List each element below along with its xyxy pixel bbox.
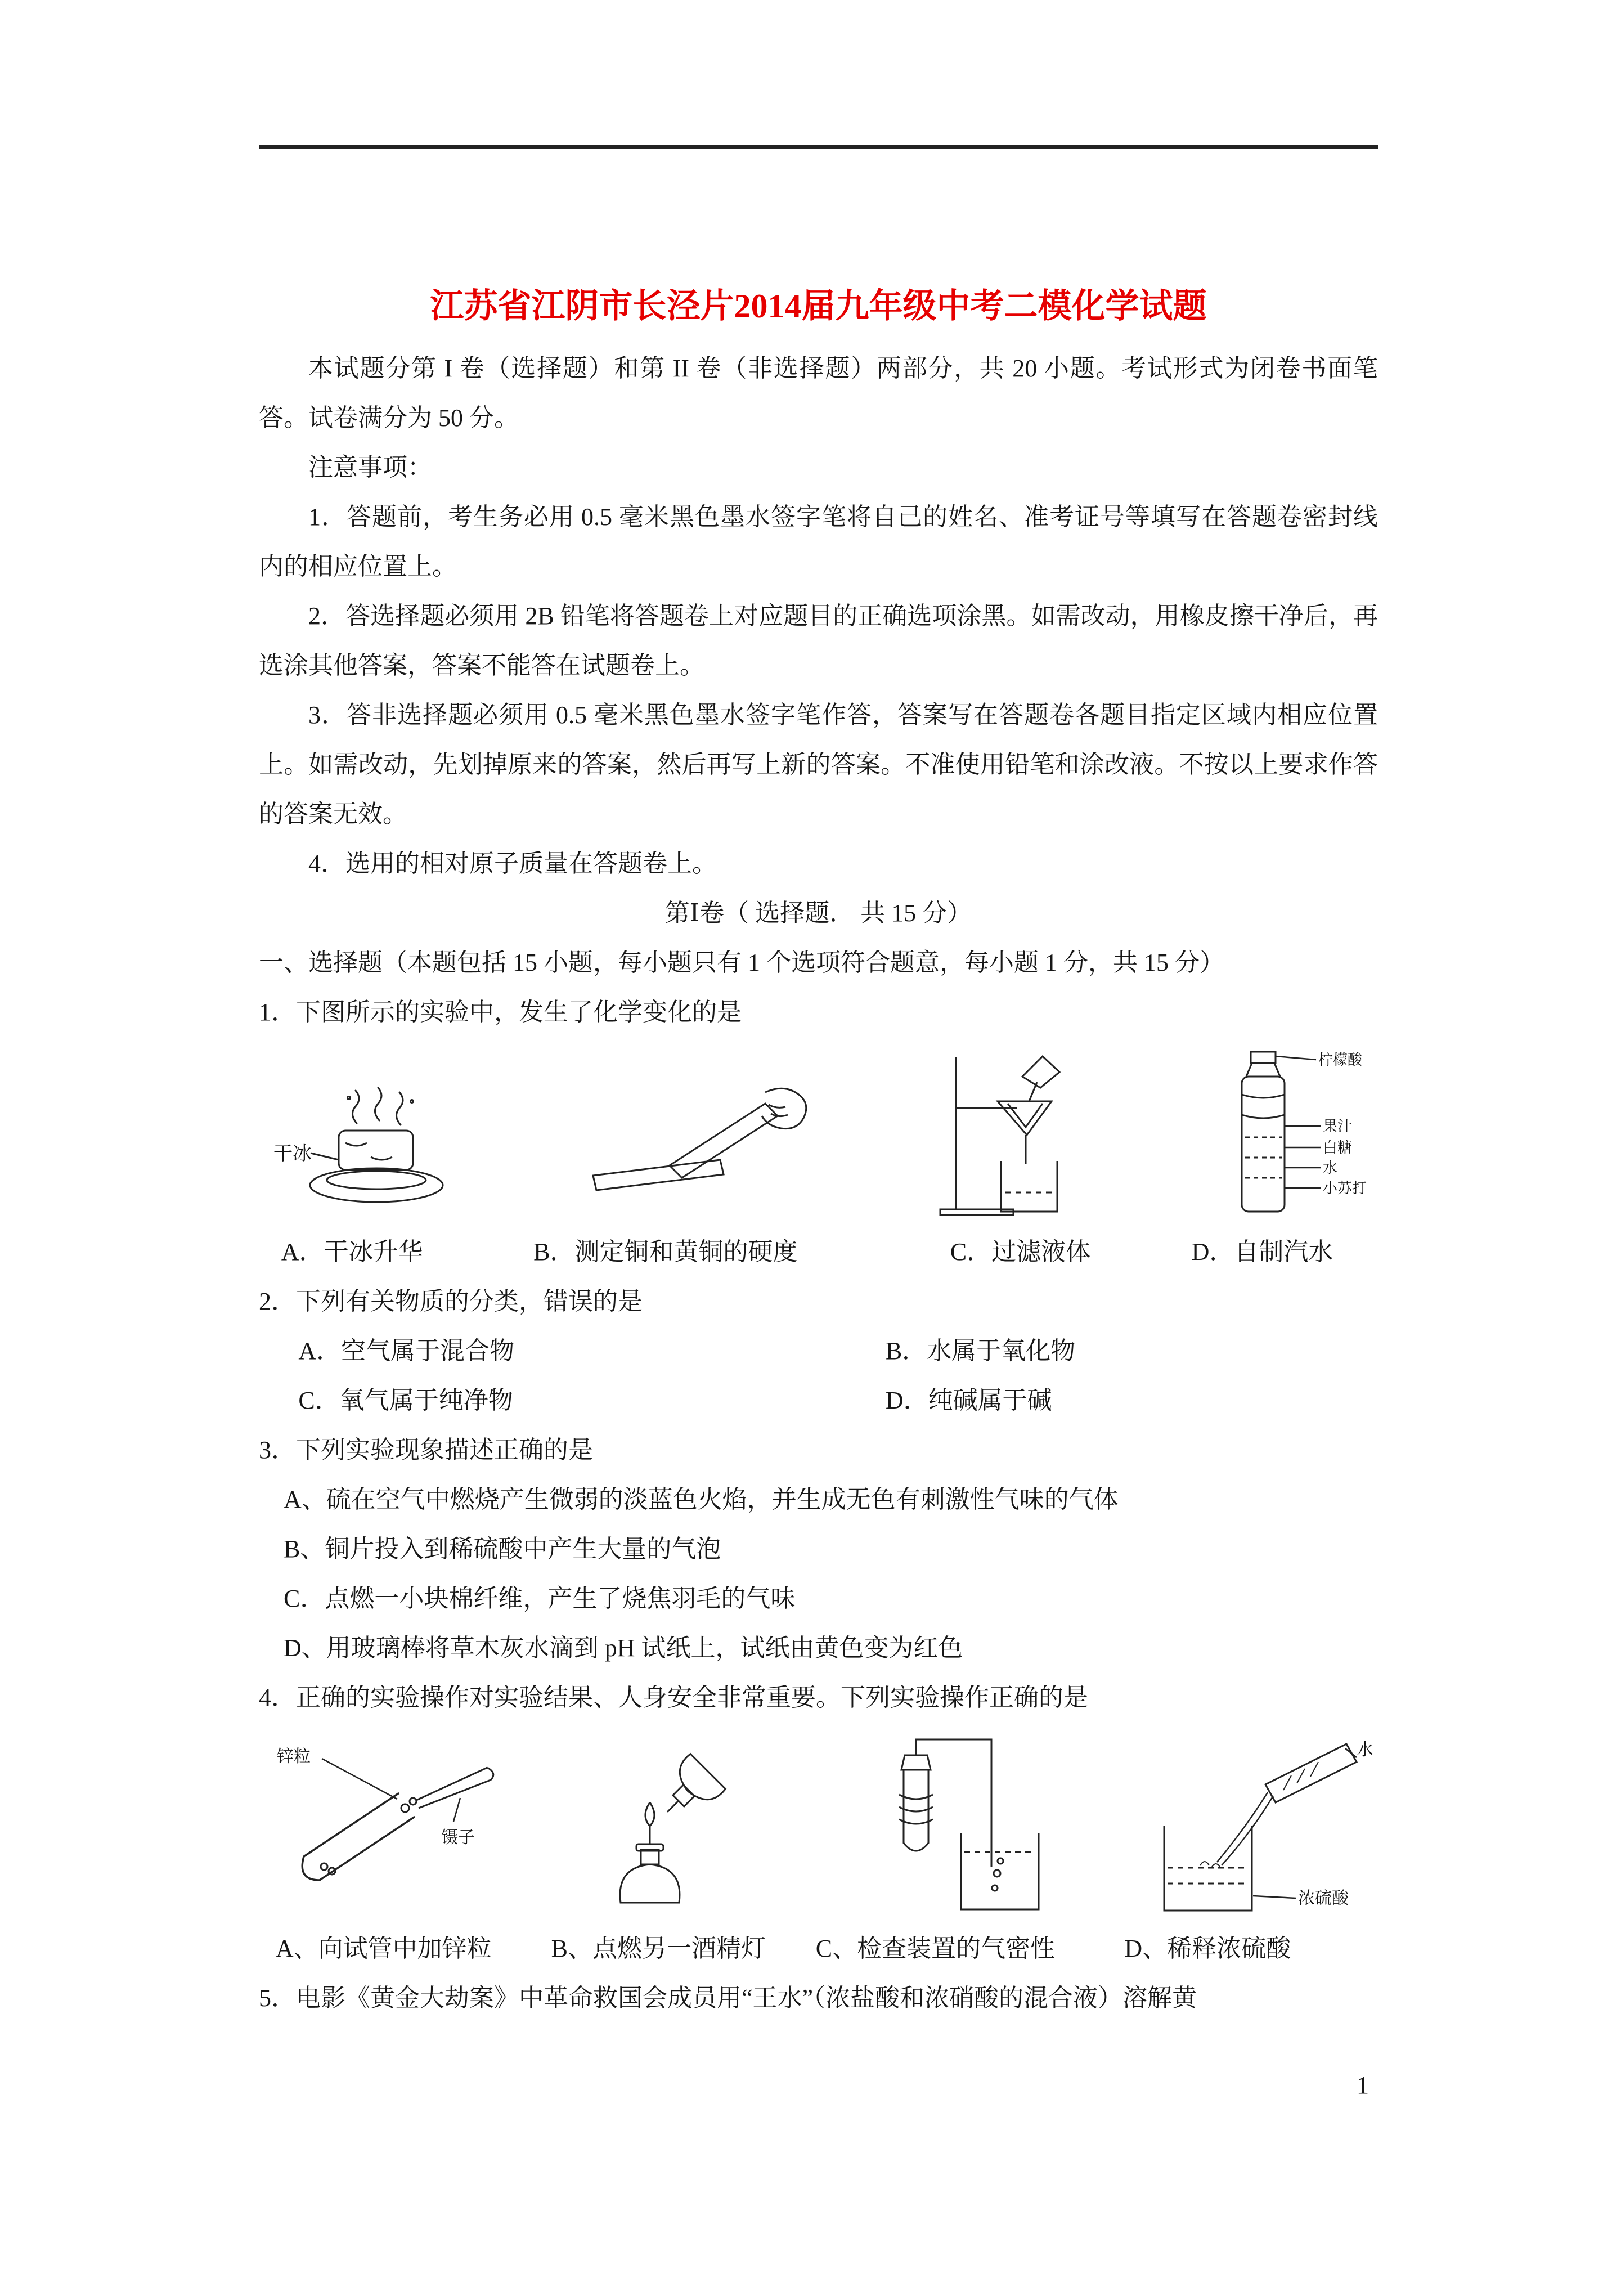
- hardness-test-figure: [580, 1081, 816, 1222]
- dry-ice-leader-line: [311, 1153, 339, 1160]
- notice-item-3: 3．答非选择题必须用 0.5 毫米黑色墨水签字笔作答，答案写在答题卷各题目指定区域内相应位置上。如需改动，先划掉原来的答案，然后再写上新的答案。不准使用铅笔和涂改液。不按以上要求作答的答案无效。: [259, 701, 1378, 828]
- tweezers-label: 镊子: [441, 1828, 475, 1847]
- section1-header: 一、选择题（本题包括 15 小题，每小题只有 1 个选项符合题意，每小题 1 分，共 15 分）: [259, 949, 1224, 976]
- page-number: 1: [1357, 2071, 1369, 2099]
- q3-option-d: D、用玻璃棒将草木灰水滴到 pH 试纸上，试纸由黄色变为红色: [284, 1634, 963, 1662]
- q2-option-c: C．氧气属于纯净物: [298, 1387, 513, 1414]
- page-title: 江苏省江阴市长泾片2014届九年级中考二模化学试题: [430, 288, 1207, 325]
- flame: [645, 1802, 654, 1826]
- bottle-label-water: 水: [1322, 1160, 1337, 1176]
- acid-label: 浓硫酸: [1298, 1889, 1349, 1908]
- q4-option-c: C、检查装置的气密性: [815, 1935, 1056, 1962]
- q1-options: [259, 1227, 1378, 1277]
- tweezers-leader-line: [453, 1798, 460, 1822]
- tilted-lamp: [650, 1754, 726, 1829]
- q4-stem: 4．正确的实验操作对实验结果、人身安全非常重要。下列实验操作正确的是: [259, 1684, 1088, 1711]
- q1-option-c: C．过滤液体: [950, 1238, 1091, 1266]
- notice-header: 注意事项：: [308, 454, 432, 481]
- header-rule: [259, 145, 1378, 149]
- plate: [310, 1168, 443, 1202]
- q1-stem: 1．下图所示的实验中，发生了化学变化的是: [259, 998, 742, 1026]
- bottle-leader-lines: [1276, 1056, 1321, 1188]
- q1-option-d: D．自制汽水: [1191, 1238, 1333, 1266]
- q5-stem: 5．电影《黄金大劫案》中革命救国会成员用“王水”（浓盐酸和浓硝酸的混合液）溶解黄: [259, 1984, 1197, 2012]
- notice-item-2: 2．答选择题必须用 2B 铅笔将答题卷上对应题目的正确选项涂黑。如需改动，用橡皮擦干净后，再选涂其他答案，答案不能答在试题卷上。: [259, 602, 1378, 679]
- q2-option-a: A．空气属于混合物: [298, 1337, 515, 1365]
- q2-option-d: D．纯碱属于碱: [885, 1387, 1052, 1414]
- part1-header: 第Ⅰ卷（ 选择题． 共 15 分）: [664, 899, 972, 927]
- q2-options: [259, 1326, 1378, 1425]
- q3-option-b: B、铜片投入到稀硫酸中产生大量的气泡: [284, 1535, 721, 1563]
- tweezers: [416, 1768, 493, 1808]
- filtration-figure: [932, 1047, 1090, 1222]
- notice-item-4: 4．选用的相对原子质量在答题卷上。: [308, 850, 717, 877]
- bottle-label-juice: 果汁: [1322, 1118, 1352, 1134]
- q4-option-a: A、向试管中加锌粒: [275, 1935, 492, 1962]
- steam-lines: [348, 1088, 414, 1125]
- bottle-label-sugar: 白糖: [1322, 1140, 1352, 1156]
- zinc-leader-line: [322, 1759, 397, 1799]
- q1-option-a: A．干冰升华: [281, 1238, 423, 1266]
- iron-stand: [940, 1057, 1017, 1215]
- hand: [762, 1088, 806, 1128]
- acid-beaker: [1164, 1826, 1252, 1911]
- dry-ice-figure: [272, 1081, 464, 1222]
- q1-option-b: B．测定铜和黄铜的硬度: [533, 1238, 798, 1266]
- bottle-label-baking-soda: 小苏打: [1322, 1180, 1367, 1196]
- light-lamp-figure: [578, 1733, 769, 1918]
- intro-paragraph: 本试题分第 I 卷（选择题）和第 II 卷（非选择题）两部分，共 20 小题。考试形式为闭卷书面笔答。试卷满分为 50 分。: [259, 355, 1378, 432]
- add-zinc-figure: [272, 1733, 497, 1918]
- bottle-label-citric-acid: 柠檬酸: [1318, 1052, 1362, 1068]
- dilute-acid-figure: [1133, 1733, 1375, 1918]
- q1-figure-row: [259, 1037, 1378, 1227]
- q4-options: [259, 1924, 1378, 1974]
- notice-item-1: 1．答题前，考生务必用 0.5 毫米黑色墨水签字笔将自己的姓名、准考证号等填写在答题卷密封线内的相应位置上。: [259, 503, 1378, 580]
- water-stream: [1217, 1792, 1273, 1866]
- zinc-label: 锌粒: [277, 1747, 311, 1766]
- q4-option-b: B、点燃另一酒精灯: [551, 1935, 766, 1962]
- dry-ice-block: [339, 1131, 413, 1170]
- funnel: [998, 1101, 1052, 1164]
- gas-tightness-figure: [850, 1733, 1052, 1918]
- water-leader-line: [1345, 1748, 1357, 1757]
- bottle: [1242, 1052, 1285, 1212]
- q3-option-a: A、硫在空气中燃烧产生微弱的淡蓝色火焰，并生成无色有刺激性气味的气体: [284, 1486, 1119, 1513]
- water-label: 水: [1357, 1741, 1373, 1759]
- soda-bottle-figure: [1206, 1047, 1375, 1222]
- dry-ice-label: 干冰: [273, 1143, 312, 1164]
- q4-figure-row: [259, 1723, 1378, 1924]
- q3-option-c: C．点燃一小块棉纤维，产生了烧焦羽毛的气味: [284, 1585, 796, 1612]
- test-tube: [901, 1755, 931, 1851]
- q3-stem: 3．下列实验现象描述正确的是: [259, 1436, 593, 1464]
- graduated-cylinder: [1265, 1744, 1357, 1802]
- alcohol-lamp: [620, 1826, 680, 1903]
- q4-option-d: D、稀释浓硫酸: [1124, 1935, 1291, 1962]
- receiving-beaker: [1001, 1161, 1057, 1212]
- pouring-beaker: [1022, 1056, 1059, 1101]
- tilted-test-tube: [302, 1793, 414, 1880]
- q2-stem: 2．下列有关物质的分类，错误的是: [259, 1288, 643, 1315]
- bubbles: [992, 1858, 1003, 1891]
- acid-leader-line: [1253, 1896, 1296, 1898]
- scratching-strip: [670, 1104, 778, 1178]
- q2-option-b: B．水属于氧化物: [885, 1337, 1076, 1365]
